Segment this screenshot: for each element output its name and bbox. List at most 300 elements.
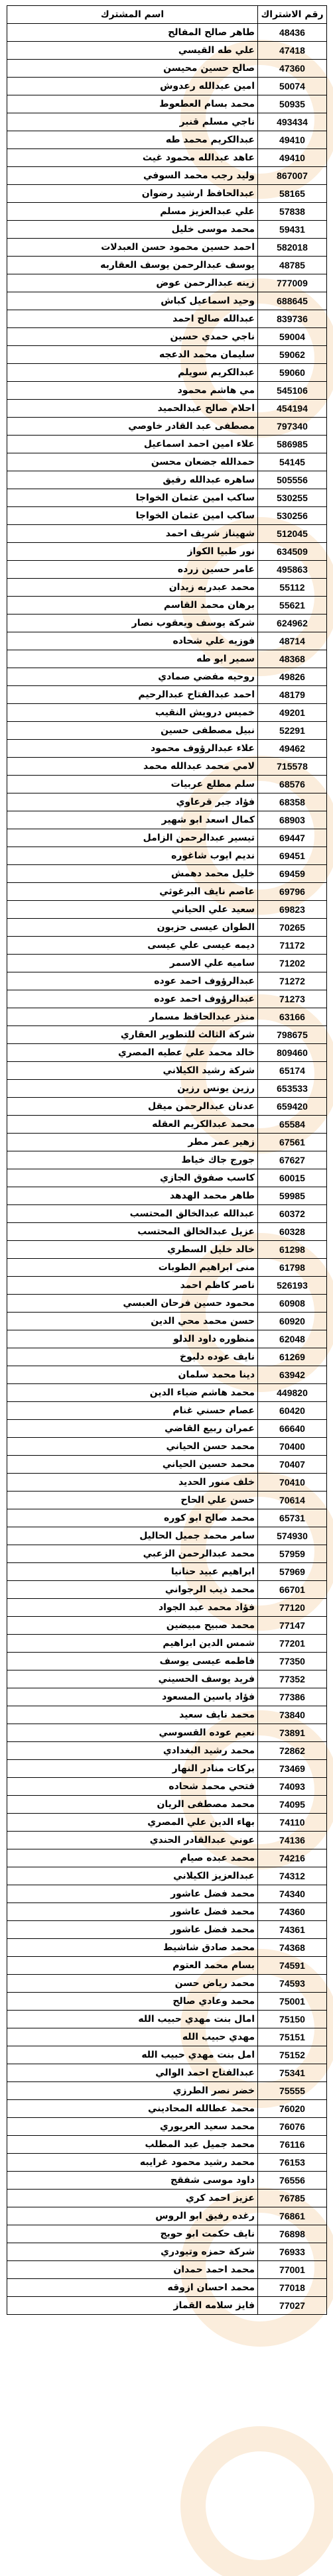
subscription-number-cell: 48436 — [258, 24, 327, 42]
table-row — [7, 758, 327, 776]
subscription-number-cell: 75341 — [258, 2064, 327, 2082]
subscription-number-cell: 449820 — [258, 1384, 327, 1402]
subscriber-name-cell: امال بنت مهدي حبيب الله — [7, 2011, 258, 2028]
table-row — [7, 1151, 327, 1169]
table-row — [7, 346, 327, 364]
subscriber-name-cell: محمد رياض حسن — [7, 1975, 258, 1993]
table-row — [7, 1313, 327, 1330]
table-row — [7, 507, 327, 525]
subscription-number-cell: 798675 — [258, 1026, 327, 1044]
table-row — [7, 1993, 327, 2011]
subscriber-name-cell: نايف حكمت ابو حويج — [7, 2225, 258, 2243]
subscription-number-cell: 76933 — [258, 2243, 327, 2261]
subscription-number-cell: 71272 — [258, 972, 327, 990]
subscriber-name-cell: محمد عبدربه زيدان — [7, 579, 258, 597]
subscriber-name-cell: عبدالرؤوف احمد عوده — [7, 990, 258, 1008]
subscription-number-cell: 69459 — [258, 865, 327, 883]
subscriber-name-cell: محمد فضل عاشور — [7, 1921, 258, 1939]
subscription-number-cell: 65731 — [258, 1509, 327, 1527]
table-row — [7, 2011, 327, 2028]
subscription-number-cell: 68576 — [258, 776, 327, 793]
subscription-number-cell: 65174 — [258, 1062, 327, 1080]
subscriber-name-cell: زهير عمر مطر — [7, 1134, 258, 1151]
subscriber-name-cell: سعيد علي الحياني — [7, 901, 258, 919]
subscriber-name-cell: محمد ذيب الرجواني — [7, 1581, 258, 1599]
subscriber-name-cell: عمران ربيع القاضي — [7, 1420, 258, 1438]
subscriber-name-cell: عدنان عبدالرحمن ميقل — [7, 1098, 258, 1116]
subscription-number-cell: 68358 — [258, 793, 327, 811]
subscriber-name-cell: محمد وعادي صالح — [7, 1993, 258, 2011]
subscriber-name-cell: فتحي محمد شحاده — [7, 1778, 258, 1796]
subscription-number-cell: 49410 — [258, 131, 327, 149]
subscriber-name-cell: محمد مصطفى الريان — [7, 1796, 258, 1814]
subscription-number-cell: 74216 — [258, 1849, 327, 1867]
subscriber-name-cell: نايف عوده دلبوخ — [7, 1348, 258, 1366]
subscription-number-cell: 777009 — [258, 274, 327, 292]
subscriber-name-cell: فريد يوسف الحسيني — [7, 1670, 258, 1688]
subscription-number-cell: 76153 — [258, 2154, 327, 2172]
subscriber-name-cell: خالد خليل السطري — [7, 1241, 258, 1259]
table-row — [7, 167, 327, 185]
subscriber-name-cell: محمد رشيد البغدادي — [7, 1742, 258, 1760]
table-row — [7, 525, 327, 543]
table-row — [7, 1742, 327, 1760]
subscriber-name-cell: عبدالرؤوف احمد عوده — [7, 972, 258, 990]
subscription-number-cell: 72862 — [258, 1742, 327, 1760]
subscriber-name-cell: علي عبدالعزيز مسلم — [7, 203, 258, 221]
subscriber-name-cell: احلام صالح عبدالحميد — [7, 400, 258, 418]
subscriber-name-cell: محمد احسان ازوقه — [7, 2279, 258, 2297]
subscriber-name-cell: خضر نصر الطرزي — [7, 2082, 258, 2100]
subscription-number-cell: 75001 — [258, 1993, 327, 2011]
subscriber-name-cell: بهاء الدين علي المصري — [7, 1814, 258, 1832]
table-row — [7, 328, 327, 346]
subscriber-name-cell: روحيه مفضي صمادي — [7, 668, 258, 686]
subscriber-name-cell: كمال اسعد ابو شهير — [7, 811, 258, 829]
table-row — [7, 955, 327, 972]
subscriber-name-cell: شركة رشيد الكيلاني — [7, 1062, 258, 1080]
subscription-number-cell: 512045 — [258, 525, 327, 543]
subscriber-name-cell: محمود حسين فرحان العبسي — [7, 1295, 258, 1313]
subscriber-name-cell: خلف منور الحديد — [7, 1474, 258, 1492]
subscriber-name-cell: خليل محمد دهمش — [7, 865, 258, 883]
subscription-number-cell: 48714 — [258, 632, 327, 650]
subscription-number-cell: 65584 — [258, 1116, 327, 1134]
subscription-number-cell: 69447 — [258, 829, 327, 847]
subscription-number-cell: 74360 — [258, 1903, 327, 1921]
subscription-number-cell: 839736 — [258, 310, 327, 328]
header-subscription-number: رقم الاشتراك — [258, 6, 327, 24]
table-row — [7, 1939, 327, 1957]
subscriber-name-cell: زينه عبدالرحمن عوض — [7, 274, 258, 292]
subscriber-name-cell: عبدالله صالح احمد — [7, 310, 258, 328]
subscriber-name-cell: مي هاشم محمود — [7, 382, 258, 400]
subscriber-name-cell: نديم ايوب شاغوره — [7, 847, 258, 865]
table-row — [7, 1957, 327, 1975]
table-row — [7, 543, 327, 561]
table-row — [7, 972, 327, 990]
subscription-number-cell: 70400 — [258, 1438, 327, 1456]
subscriber-name-cell: عبدالله عبدالخالق المحتسب — [7, 1205, 258, 1223]
table-row — [7, 632, 327, 650]
table-row — [7, 1384, 327, 1402]
subscription-number-cell: 61269 — [258, 1348, 327, 1366]
subscription-number-cell: 493434 — [258, 113, 327, 131]
subscriber-name-cell: احمد عبدالفتاح عبدالرحيم — [7, 686, 258, 704]
subscriber-name-cell: محمد عبدالكريم العقله — [7, 1116, 258, 1134]
subscriber-name-cell: منى ابراهيم الطوبات — [7, 1259, 258, 1277]
table-row — [7, 2225, 327, 2243]
subscriber-name-cell: حمدالله جضعان محسن — [7, 453, 258, 471]
subscriber-name-cell: عبدالفتاح احمد الوالي — [7, 2064, 258, 2082]
table-row — [7, 1277, 327, 1295]
subscriber-name-cell: ديمه عيسى علي عيسى — [7, 937, 258, 955]
table-row — [7, 1008, 327, 1026]
subscription-number-cell: 77201 — [258, 1635, 327, 1653]
subscriber-name-cell: محمد هاشم ضياء الدين — [7, 1384, 258, 1402]
subscription-number-cell: 49826 — [258, 668, 327, 686]
subscription-number-cell: 70407 — [258, 1456, 327, 1474]
subscriber-name-cell: نور طبيا الكواز — [7, 543, 258, 561]
subscriber-name-cell: ناجي مسلم قنبر — [7, 113, 258, 131]
subscription-number-cell: 69796 — [258, 883, 327, 901]
table-row — [7, 1241, 327, 1259]
table-row — [7, 2297, 327, 2315]
table-row — [7, 1492, 327, 1509]
table-row — [7, 42, 327, 60]
subscriber-name-cell: طاهر محمد الهدهد — [7, 1187, 258, 1205]
table-row — [7, 1044, 327, 1062]
subscription-number-cell: 57959 — [258, 1545, 327, 1563]
table-row — [7, 436, 327, 453]
subscriber-name-cell: جورج جاك خياط — [7, 1151, 258, 1169]
subscriber-name-cell: فوزيه علي شحاده — [7, 632, 258, 650]
table-row — [7, 1169, 327, 1187]
subscriber-name-cell: فاطمه عيسى يوسف — [7, 1653, 258, 1670]
table-row — [7, 1849, 327, 1867]
table-row — [7, 847, 327, 865]
table-row — [7, 1921, 327, 1939]
subscription-number-cell: 77018 — [258, 2279, 327, 2297]
subscriber-name-cell: يوسف عبدالرحمن يوسف العقاربه — [7, 257, 258, 274]
table-row — [7, 561, 327, 579]
subscription-number-cell: 49201 — [258, 704, 327, 722]
table-row — [7, 1348, 327, 1366]
table-row — [7, 2243, 327, 2261]
subscription-number-cell: 55112 — [258, 579, 327, 597]
subscription-number-cell: 74368 — [258, 1939, 327, 1957]
subscription-number-cell: 809460 — [258, 1044, 327, 1062]
table-row — [7, 131, 327, 149]
subscription-number-cell: 66701 — [258, 1581, 327, 1599]
subscription-number-cell: 59004 — [258, 328, 327, 346]
table-row — [7, 274, 327, 292]
subscription-number-cell: 867007 — [258, 167, 327, 185]
subscription-number-cell: 63166 — [258, 1008, 327, 1026]
table-row — [7, 1223, 327, 1241]
table-row — [7, 2100, 327, 2118]
subscription-number-cell: 71172 — [258, 937, 327, 955]
subscription-number-cell: 76116 — [258, 2136, 327, 2154]
subscription-number-cell: 74095 — [258, 1796, 327, 1814]
table-row — [7, 95, 327, 113]
subscriber-name-cell: محمد رشيد محمود غرايبه — [7, 2154, 258, 2172]
subscription-number-cell: 60420 — [258, 1402, 327, 1420]
subscription-number-cell: 574930 — [258, 1527, 327, 1545]
table-row — [7, 1885, 327, 1903]
table-row — [7, 2028, 327, 2046]
subscription-number-cell: 48785 — [258, 257, 327, 274]
subscriber-name-cell: شركة الثالث للتطوير العقاري — [7, 1026, 258, 1044]
table-row — [7, 2082, 327, 2100]
table-row — [7, 1134, 327, 1151]
subscriber-name-cell: محمد بسام العطعوط — [7, 95, 258, 113]
subscription-number-cell: 74591 — [258, 1957, 327, 1975]
table-row — [7, 1760, 327, 1778]
subscription-number-cell: 73469 — [258, 1760, 327, 1778]
subscription-number-cell: 70265 — [258, 919, 327, 937]
subscription-number-cell: 76861 — [258, 2207, 327, 2225]
table-row — [7, 650, 327, 668]
table-row — [7, 1098, 327, 1116]
table-row — [7, 668, 327, 686]
subscriber-name-cell: منظوره داود الدلو — [7, 1330, 258, 1348]
subscriber-name-cell: عاصم نايف البرغوثي — [7, 883, 258, 901]
table-row — [7, 203, 327, 221]
subscriber-name-cell: سليمان محمد الدعجه — [7, 346, 258, 364]
subscription-number-cell: 69451 — [258, 847, 327, 865]
subscriber-name-cell: بركات منادر النهار — [7, 1760, 258, 1778]
table-row — [7, 239, 327, 257]
table-row — [7, 722, 327, 740]
subscriber-name-cell: عوني عبدالقادر الحندي — [7, 1832, 258, 1849]
subscription-number-cell: 60920 — [258, 1313, 327, 1330]
subscription-number-cell: 68903 — [258, 811, 327, 829]
table-row — [7, 78, 327, 95]
table-row — [7, 901, 327, 919]
table-row — [7, 1599, 327, 1617]
table-row — [7, 382, 327, 400]
table-row — [7, 418, 327, 436]
table-row — [7, 776, 327, 793]
subscriber-name-cell: عامر حسين زرده — [7, 561, 258, 579]
subscriber-name-cell: ساكب امين عثمان الخواجا — [7, 507, 258, 525]
subscription-number-cell: 75555 — [258, 2082, 327, 2100]
subscriber-name-cell: محمد عبده صيام — [7, 1849, 258, 1867]
table-row — [7, 310, 327, 328]
subscription-number-cell: 74340 — [258, 1885, 327, 1903]
table-row — [7, 24, 327, 42]
subscriber-name-cell: داود موسى شفقج — [7, 2172, 258, 2190]
table-row — [7, 1670, 327, 1688]
subscriber-name-cell: علاء امين احمد اسماعيل — [7, 436, 258, 453]
subscriber-name-cell: نعيم عوده القسوسي — [7, 1724, 258, 1742]
subscriber-name-cell: وليد رجب محمد السوفي — [7, 167, 258, 185]
table-row — [7, 1832, 327, 1849]
subscription-number-cell: 797340 — [258, 418, 327, 436]
subscriber-name-cell: عاهد عبدالله محمود غيث — [7, 149, 258, 167]
table-row — [7, 185, 327, 203]
subscriber-name-cell: طاهر صالح المفالح — [7, 24, 258, 42]
subscriber-name-cell: احمد حسين محمود حسن العبدلات — [7, 239, 258, 257]
table-row — [7, 1975, 327, 1993]
subscription-number-cell: 634509 — [258, 543, 327, 561]
subscriber-name-cell: برهان محمد القاسم — [7, 597, 258, 615]
subscription-number-cell: 50935 — [258, 95, 327, 113]
subscription-number-cell: 55621 — [258, 597, 327, 615]
subscription-number-cell: 70410 — [258, 1474, 327, 1492]
table-row — [7, 1187, 327, 1205]
subscription-number-cell: 76020 — [258, 2100, 327, 2118]
table-row — [7, 1295, 327, 1313]
subscription-number-cell: 54145 — [258, 453, 327, 471]
subscription-number-cell: 586985 — [258, 436, 327, 453]
subscription-number-cell: 48179 — [258, 686, 327, 704]
subscriber-name-cell: تيسير عبدالرحمن الزامل — [7, 829, 258, 847]
table-row — [7, 2046, 327, 2064]
table-row — [7, 364, 327, 382]
subscription-number-cell: 62048 — [258, 1330, 327, 1348]
subscription-number-cell: 71273 — [258, 990, 327, 1008]
subscription-number-cell: 59060 — [258, 364, 327, 382]
table-row — [7, 60, 327, 78]
subscriber-name-cell: علاء عبدالرؤوف محمود — [7, 740, 258, 758]
table-row — [7, 1259, 327, 1277]
table-row — [7, 2118, 327, 2136]
subscription-number-cell: 715578 — [258, 758, 327, 776]
subscriber-name-cell: شركة حمزه وتيودري — [7, 2243, 258, 2261]
subscriber-name-cell: محمد سعيد العريوري — [7, 2118, 258, 2136]
subscription-number-cell: 582018 — [258, 239, 327, 257]
subscriber-name-cell: ابراهيم عبيد حنانيا — [7, 1563, 258, 1581]
subscriber-name-cell: ساكب امين عثمان الخواجا — [7, 489, 258, 507]
header-subscriber-name: اسم المشترك — [7, 6, 258, 24]
subscriber-name-cell: رغده رفيق ابو الروس — [7, 2207, 258, 2225]
subscription-number-cell: 77120 — [258, 1599, 327, 1617]
subscriber-name-cell: علي طه القيسي — [7, 42, 258, 60]
subscription-number-cell: 77147 — [258, 1617, 327, 1635]
subscriber-name-cell: محمد عطالله المحاديني — [7, 2100, 258, 2118]
subscriber-name-cell: شمس الدين ابراهيم — [7, 1635, 258, 1653]
subscriber-name-cell: ساهره عبدالله رفيق — [7, 471, 258, 489]
table-row — [7, 1527, 327, 1545]
table-row — [7, 1474, 327, 1492]
subscriber-name-cell: شركة يوسف ويعقوب نصار — [7, 615, 258, 632]
table-row — [7, 597, 327, 615]
subscription-number-cell: 624962 — [258, 615, 327, 632]
table-row — [7, 1635, 327, 1653]
subscriber-name-cell: محمد حسين الحياني — [7, 1456, 258, 1474]
table-row — [7, 1456, 327, 1474]
subscription-number-cell: 67561 — [258, 1134, 327, 1151]
table-row — [7, 113, 327, 131]
subscription-number-cell: 63942 — [258, 1366, 327, 1384]
table-row — [7, 1330, 327, 1348]
subscription-number-cell: 50074 — [258, 78, 327, 95]
subscriber-name-cell: عبدالكريم سويلم — [7, 364, 258, 382]
subscriber-name-cell: محمد موسى خليل — [7, 221, 258, 239]
subscription-number-cell: 48368 — [258, 650, 327, 668]
table-row — [7, 2261, 327, 2279]
subscriber-name-cell: فؤاد محمد عبد الجواد — [7, 1599, 258, 1617]
table-row — [7, 2154, 327, 2172]
table-row — [7, 2207, 327, 2225]
subscription-number-cell: 74593 — [258, 1975, 327, 1993]
table-row — [7, 1706, 327, 1724]
subscription-number-cell: 58165 — [258, 185, 327, 203]
subscription-number-cell: 74312 — [258, 1867, 327, 1885]
subscriber-name-cell: محمد احمد حمدان — [7, 2261, 258, 2279]
subscriber-name-cell: حسن محمد محي الدين — [7, 1313, 258, 1330]
subscription-number-cell: 505556 — [258, 471, 327, 489]
subscription-number-cell: 74093 — [258, 1778, 327, 1796]
table-row — [7, 292, 327, 310]
subscription-number-cell: 60372 — [258, 1205, 327, 1223]
table-row — [7, 1778, 327, 1796]
subscription-number-cell: 71202 — [258, 955, 327, 972]
subscription-number-cell: 530255 — [258, 489, 327, 507]
subscriber-name-cell: محمد فضل عاشور — [7, 1885, 258, 1903]
subscriber-name-cell: شهيناز شريف احمد — [7, 525, 258, 543]
subscriber-name-cell: سلم مطلع عربيات — [7, 776, 258, 793]
subscription-number-cell: 49410 — [258, 149, 327, 167]
table-row — [7, 1080, 327, 1098]
subscription-number-cell: 60908 — [258, 1295, 327, 1313]
table-row — [7, 811, 327, 829]
subscription-number-cell: 76898 — [258, 2225, 327, 2243]
subscription-number-cell: 49462 — [258, 740, 327, 758]
subscriber-name-cell: مصطفى عبد القادر خاوصي — [7, 418, 258, 436]
subscriber-name-cell: محمد صادق شاشيط — [7, 1939, 258, 1957]
subscription-number-cell: 454194 — [258, 400, 327, 418]
table-row — [7, 1062, 327, 1080]
subscriber-name-cell: محمد عبدالرحمن الزعبي — [7, 1545, 258, 1563]
table-row — [7, 829, 327, 847]
subscriber-name-cell: محمد نايف سعيد — [7, 1706, 258, 1724]
table-row — [7, 1509, 327, 1527]
table-row — [7, 615, 327, 632]
table-row — [7, 793, 327, 811]
table-row — [7, 1724, 327, 1742]
table-row — [7, 2279, 327, 2297]
subscribers-table — [7, 5, 327, 2315]
table-row — [7, 489, 327, 507]
subscriber-name-cell: بسام محمد العتوم — [7, 1957, 258, 1975]
subscriber-name-cell: محمد فضل عاشور — [7, 1903, 258, 1921]
subscription-number-cell: 69823 — [258, 901, 327, 919]
table-row — [7, 471, 327, 489]
subscriber-name-cell: سامر محمد جميل الحاليل — [7, 1527, 258, 1545]
subscription-number-cell: 74361 — [258, 1921, 327, 1939]
subscriber-name-cell: وحيد اسماعيل كباش — [7, 292, 258, 310]
table-row — [7, 1903, 327, 1921]
table-row — [7, 1617, 327, 1635]
subscription-number-cell: 495863 — [258, 561, 327, 579]
table-row — [7, 1796, 327, 1814]
subscription-number-cell: 77386 — [258, 1688, 327, 1706]
table-row — [7, 1116, 327, 1134]
subscriber-name-cell: لامي محمد عبدالله محمد — [7, 758, 258, 776]
subscriber-name-cell: كاسب صفوق الجازي — [7, 1169, 258, 1187]
subscription-number-cell: 76785 — [258, 2190, 327, 2207]
subscriber-name-cell: امين عبدالله رعدوش — [7, 78, 258, 95]
subscriber-name-cell: عصام حسني غنام — [7, 1402, 258, 1420]
subscription-number-cell: 61298 — [258, 1241, 327, 1259]
subscription-number-cell: 76556 — [258, 2172, 327, 2190]
subscriber-name-cell: محمد صالح ابو كوره — [7, 1509, 258, 1527]
subscriber-name-cell: فؤاد جبر قرعاوي — [7, 793, 258, 811]
table-row — [7, 2172, 327, 2190]
